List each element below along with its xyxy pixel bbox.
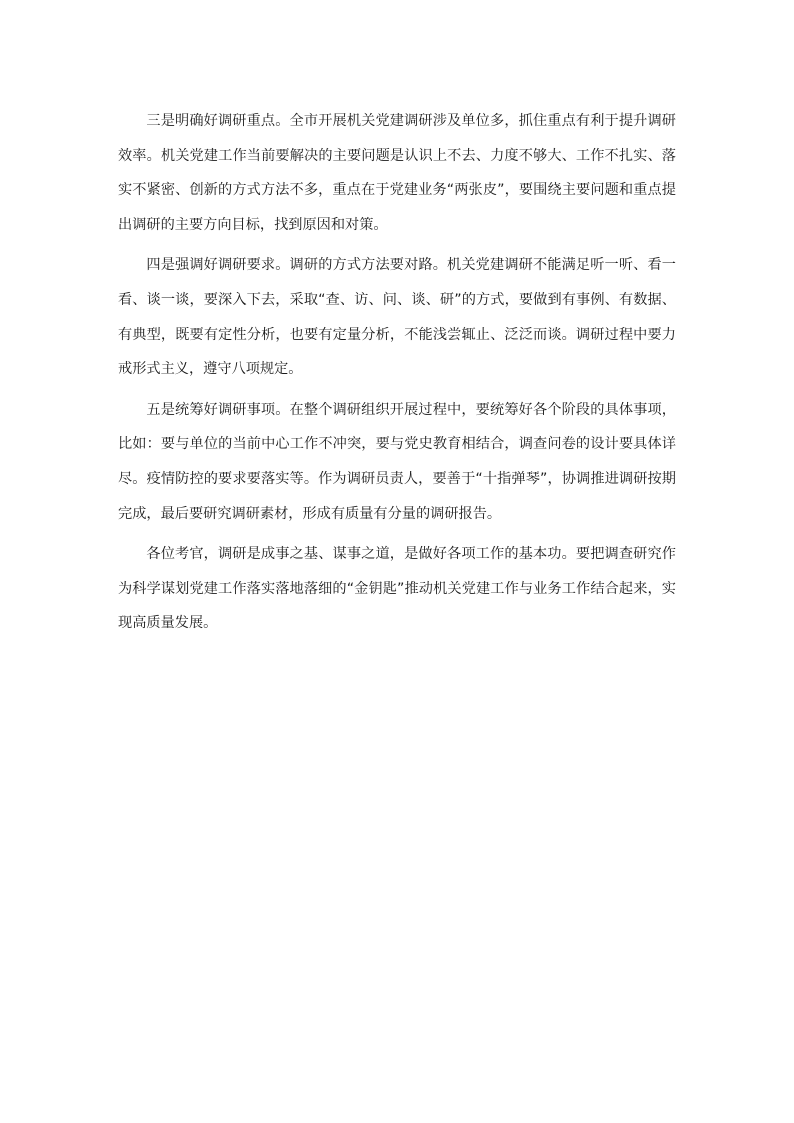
document-body [118, 104, 676, 647]
paragraph-conclusion: 各位考官，调研是成事之基、谋事之道，是做好各项工作的基本功。要把调查研究作为科学谋划党建工作落实落地落细的“金钥匙”推动机关党建工作与业务工作结合起来，实现高质量发展。 [118, 546, 676, 632]
paragraph-research-requirements: 四是强调好调研要求。调研的方式方法要对路。机关党建调研不能满足听一听、看一看、谈一谈，要深入下去，采取“查、访、问、谈、研”的方式，要做到有事例、有数据、有典型，既要有定性分析，也要有定量分析，不能浅尝辄止、泛泛而谈。调研过程中要力戒形式主义，遵守八项规定。 [118, 257, 676, 378]
paragraph-research-focus: 三是明确好调研重点。全市开展机关党建调研涉及单位多，抓住重点有利于提升调研效率。机关党建工作当前要解决的主要问题是认识上不去、力度不够大、工作不扎实、落实不紧密、创新的方式方法不多，重点在于党建业务“两张皮”，要围绕主要问题和重点提出调研的主要方向目标，找到原因和对策。 [118, 113, 676, 233]
paragraph-research-coordination: 五是统筹好调研事项。在整个调研组织开展过程中，要统筹好各个阶段的具体事项，比如：要与单位的当前中心工作不冲突，要与党史教育相结合，调查问卷的设计要具体详尽。疫情防控的要求要落实等。作为调研员责人，要善于“十指弹琴”，协调推进调研按期完成，最后要研究调研素材，形成有质量有分量的调研报告。 [118, 401, 676, 522]
